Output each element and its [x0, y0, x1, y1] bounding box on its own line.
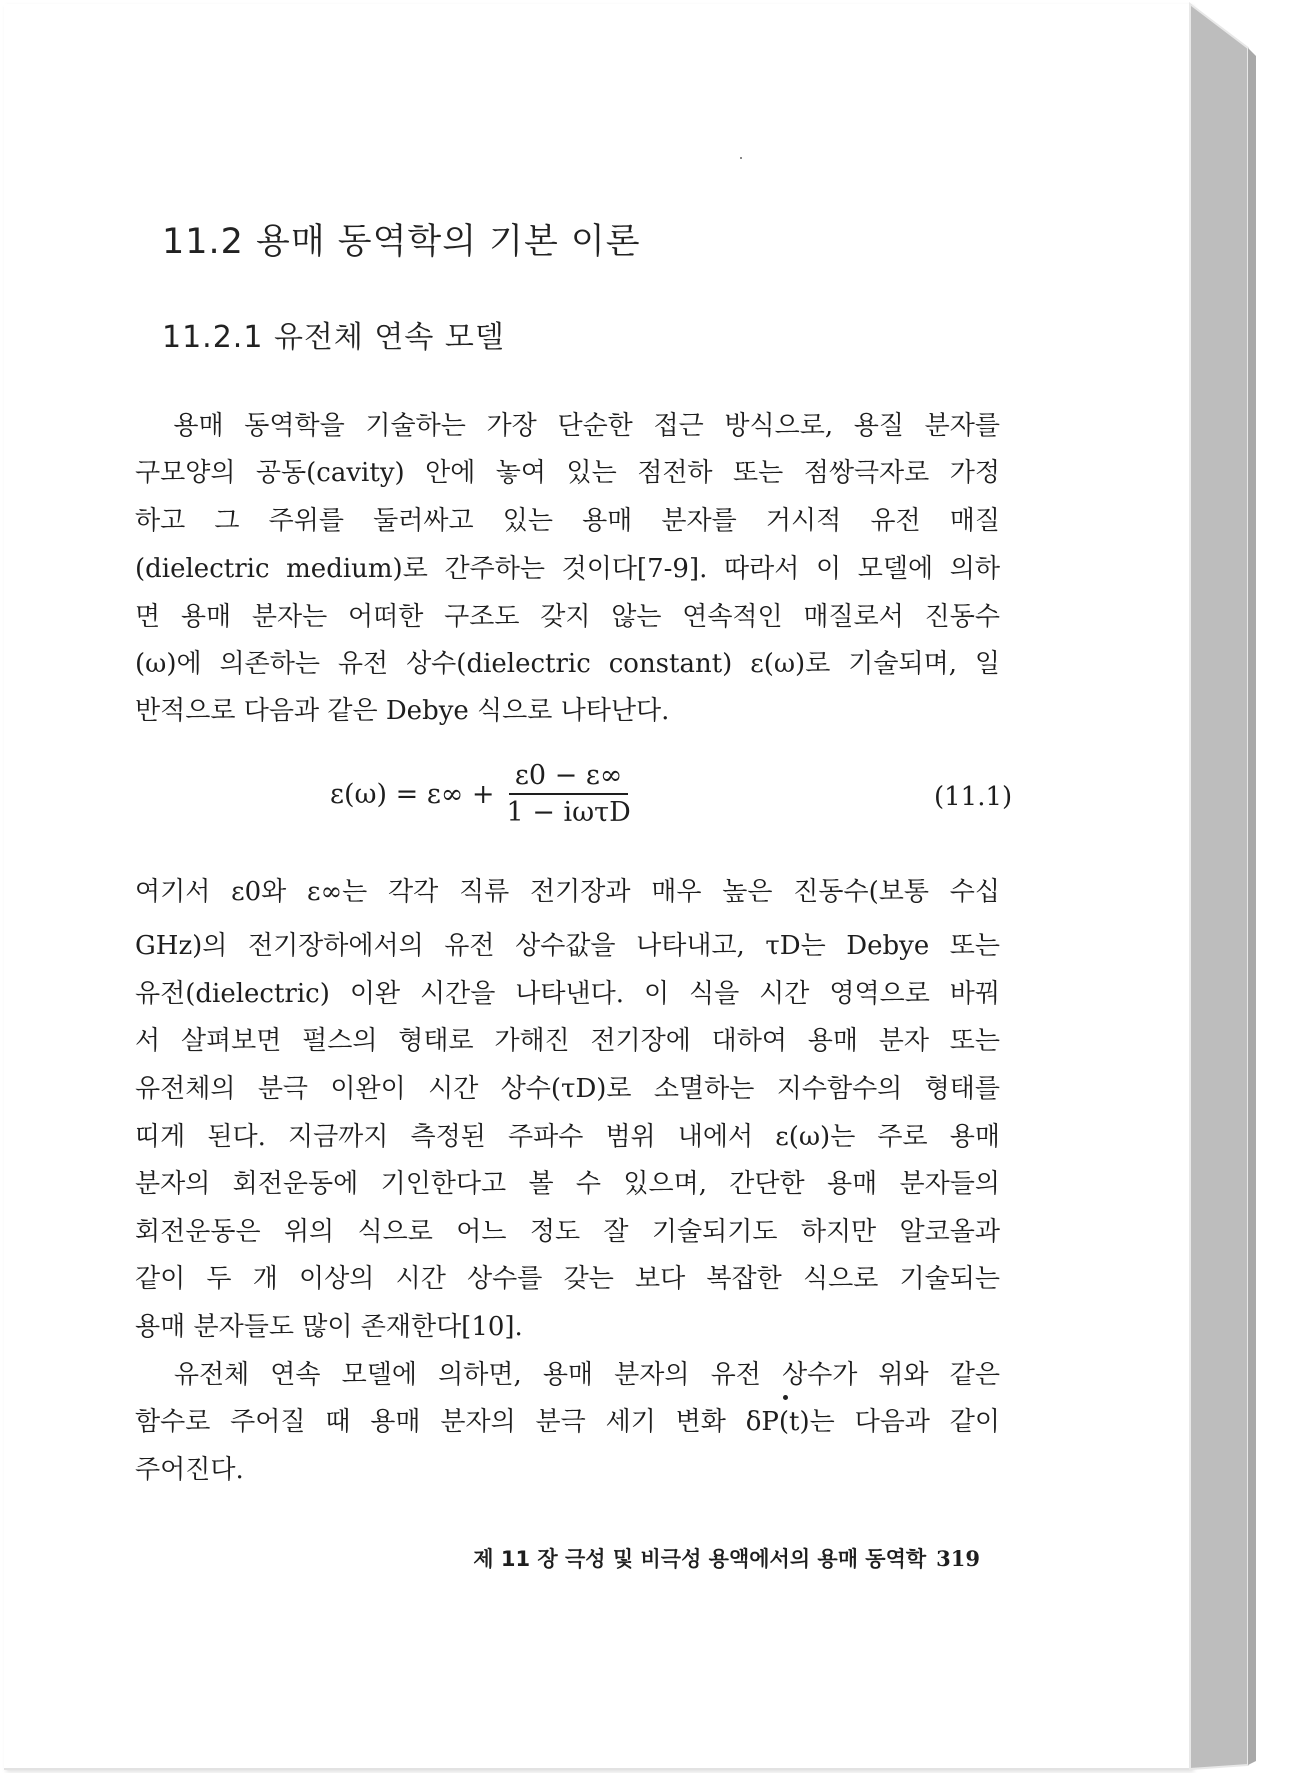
equation-number: (11.1): [934, 782, 1013, 812]
equation-lhs: ε(ω) = ε∞ +: [330, 778, 495, 810]
text-line: 유전체 연속 모델에 의하면, 용매 분자의 유전 상수가 위와 같은: [135, 1360, 1000, 1390]
emphasis-dot: [783, 1395, 788, 1400]
equation-denominator: 1 − iωτD: [506, 797, 631, 828]
text-line: 반적으로 다음과 같은 Debye 식으로 나타난다.: [135, 696, 670, 726]
text-line: (ω)에 의존하는 유전 상수(dielectric constant) ε(ω)로 기술되며, 일: [135, 649, 1000, 679]
text-line: 여기서 ε0와 ε∞는 각각 직류 전기장과 매우 높은 진동수(보통 수십: [135, 877, 1000, 907]
text-line: 용매 분자들도 많이 존재한다[10].: [135, 1312, 523, 1342]
text-line: 용매 동역학을 기술하는 가장 단순한 접근 방식으로, 용질 분자를: [135, 411, 1000, 441]
text-line: 하고 그 주위를 둘러싸고 있는 용매 분자를 거시적 유전 매질: [135, 506, 1000, 536]
equation-fraction: [501, 760, 637, 828]
text-line: 분자의 회전운동에 기인한다고 볼 수 있으며, 간단한 용매 분자들의: [135, 1169, 1000, 1199]
running-footer: [418, 1543, 980, 1573]
running-title: 제 11 장 극성 및 비극성 용액에서의 용매 동역학: [473, 1547, 927, 1571]
text-line: (dielectric medium)로 간주하는 것이다[7-9]. 따라서 이 모델에 의하: [135, 554, 1000, 584]
debye-equation: [330, 760, 637, 828]
text-line: 띠게 된다. 지금까지 측정된 주파수 범위 내에서 ε(ω)는 주로 용매: [135, 1122, 1000, 1152]
page-speck: [740, 157, 742, 159]
equation-numerator: ε0 − ε∞: [509, 760, 628, 795]
text-line: 주어진다.: [135, 1455, 244, 1485]
text-line: 같이 두 개 이상의 시간 상수를 갖는 보다 복잡한 식으로 기술되는: [135, 1264, 1000, 1294]
subsection-title: 11.2.1 유전체 연속 모델: [162, 320, 505, 355]
section-title: 11.2 용매 동역학의 기본 이론: [162, 222, 641, 262]
text-line: 면 용매 분자는 어떠한 구조도 갖지 않는 연속적인 매질로서 진동수: [135, 602, 1000, 632]
page-stack-edge: [1188, 0, 1314, 1773]
text-line: 회전운동은 위의 식으로 어느 정도 잘 기술되기도 하지만 알코올과: [135, 1217, 1000, 1247]
page-number: 319: [936, 1546, 980, 1571]
text-line: 함수로 주어질 때 용매 분자의 분극 세기 변화 δP(t)는 다음과 같이: [135, 1407, 1000, 1437]
text-line: 구모양의 공동(cavity) 안에 놓여 있는 점전하 또는 점쌍극자로 가정: [135, 458, 1000, 488]
text-line: 서 살펴보면 펄스의 형태로 가해진 전기장에 대하여 용매 분자 또는: [135, 1026, 1000, 1056]
text-line: 유전체의 분극 이완이 시간 상수(τD)로 소멸하는 지수함수의 형태를: [135, 1074, 1000, 1104]
text-line: GHz)의 전기장하에서의 유전 상수값을 나타내고, τD는 Debye 또는: [135, 931, 1000, 961]
text-line: 유전(dielectric) 이완 시간을 나타낸다. 이 식을 시간 영역으로 바꿔: [135, 979, 1000, 1009]
